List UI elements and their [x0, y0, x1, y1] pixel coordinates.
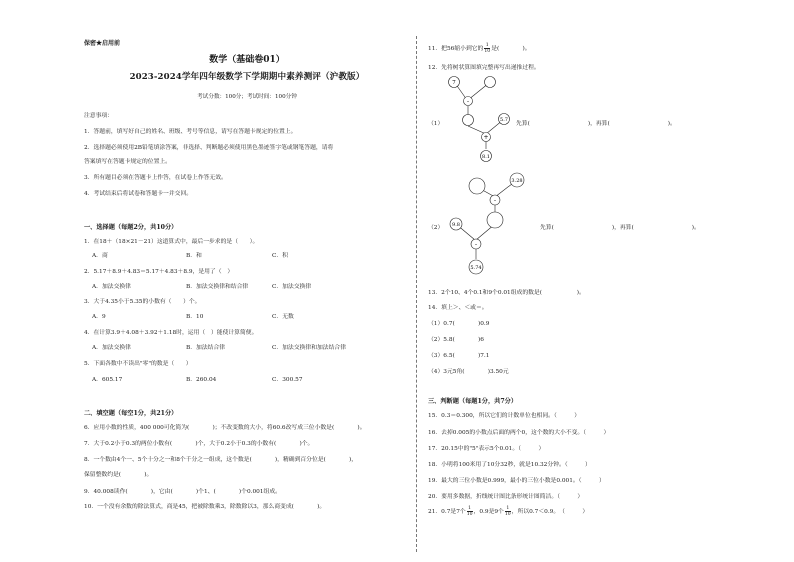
- note-item: 答案填写在答题卡规定的位置上。: [84, 159, 171, 165]
- question-5: 5．下面各数中不读出"零"的数是（ ）: [84, 361, 192, 367]
- question-21: [428, 506, 588, 517]
- tree-node-empty[interactable]: [487, 212, 503, 228]
- section-fill-heading: 二、填空题（每空1分，共21分）: [84, 410, 178, 417]
- tree-2-text: 先算( )，再算( )。: [540, 225, 700, 231]
- option-a: A．605.17: [92, 377, 123, 383]
- option-c: C．300.57: [272, 377, 303, 383]
- tree-node-value: 5.7: [500, 117, 508, 123]
- tree-1-label: （1）: [428, 121, 444, 127]
- fraction: [505, 506, 511, 517]
- fraction-denominator: 10: [504, 512, 511, 517]
- question-6: 6．应用小数的性质，400 000可化简为( )；不改变数的大小，将60.6改写成三位小数是( )。: [84, 425, 366, 431]
- option-b: B．10: [186, 314, 204, 320]
- question-7: 7．大于0.2小于0.3的两位小数有( )个，大于0.2小于0.3的小数有( )个。: [84, 441, 314, 447]
- tree-node-value: 8.1: [482, 154, 490, 160]
- question-10: 10．一个没有余数的除法算式，商是45，把被除数乘3，除数除以3，那么商变成( )。: [84, 504, 326, 510]
- question-15: 15．0.3＝0.300，所以它们的计数单位也相同。（ ）: [428, 413, 581, 419]
- tree-node-value: 7: [452, 80, 456, 86]
- question-9: 9．40.008读作( )，它由( )个1、( )个0.001组成。: [84, 489, 281, 495]
- fraction-denominator: 10: [484, 49, 491, 54]
- secret-label: 保密★启用前: [84, 40, 121, 47]
- question-12: 12．先将树状算图填完整再写出递推过程。: [428, 65, 540, 71]
- section-choice-heading: 一、选择题（每题2分，共10分）: [84, 224, 178, 231]
- exam-info: 考试分数：100分；考试时间：100分钟: [197, 94, 297, 100]
- note-item: 3．所有题目必须在答题卡上作答，在试卷上作答无效。: [84, 175, 227, 181]
- question-14: 14．填上＞、＜或＝。: [428, 305, 488, 311]
- fraction-numerator: 1: [506, 506, 510, 511]
- tree-node-value: 5.74: [470, 265, 482, 271]
- note-item: 4．考试结束后将试卷和答题卡一并交回。: [84, 191, 193, 197]
- question-21-text-end: ，所以0.7＜0.9。 （ ）: [511, 509, 589, 515]
- option-c: C．加法交换律和加法结合律: [272, 345, 346, 351]
- question-11: [428, 43, 531, 54]
- tree-1-text: 先算( )，再算( )。: [516, 121, 676, 127]
- question-8-cont: 保留整数约是( )。: [84, 472, 153, 478]
- tree-node-empty[interactable]: [463, 115, 474, 126]
- notes-heading: 注意事项：: [84, 113, 113, 119]
- option-c: C．加法交换律: [272, 284, 312, 290]
- question-14-item: （3）6.5( )7.1: [428, 353, 490, 359]
- tree-node-empty[interactable]: [469, 178, 485, 194]
- tree-operator: -: [493, 197, 497, 204]
- tree-2-label: （2）: [428, 225, 444, 231]
- question-11-text-end: 是( )。: [491, 46, 531, 52]
- tree-operator: +: [483, 134, 489, 141]
- question-2: 2．5.17＋8.9＋4.83＝5.17＋4.83＋8.9，是用了（ ）: [84, 269, 234, 275]
- option-a: A．加法交换律: [92, 284, 131, 290]
- question-1: 1．在18＋（18×21－21）这道算式中，最后一步求的是（ ）。: [84, 239, 259, 245]
- question-16: 16．去掉0.005的小数点后面的两个0，这个数的大小不变。（ ）: [428, 430, 610, 436]
- question-19: 19．最大的三位小数是0.999，最小的三位小数是0.001。（ ）: [428, 478, 605, 484]
- fraction-numerator: 1: [468, 506, 472, 511]
- tree-node-empty[interactable]: [485, 77, 496, 88]
- tree-operator: -: [466, 98, 470, 105]
- fraction-denominator: 10: [466, 512, 473, 517]
- question-21-text-mid: ，0.9是9个: [473, 509, 504, 515]
- tree-node-value: 3.28: [511, 178, 523, 184]
- question-11-text: 11．把56缩小到它的: [428, 46, 484, 52]
- column-divider: [416, 36, 417, 552]
- question-14-item: （1）0.7( )0.9: [428, 321, 490, 327]
- question-21-text: 21．0.7是7个: [428, 509, 466, 515]
- question-18: 18．小明将100米用了10分32秒，就是10.32分钟。（ ）: [428, 462, 591, 468]
- option-b: B．加法结合律: [186, 345, 226, 351]
- option-b: B．和: [186, 253, 202, 259]
- note-item: 1．答题前，填写好自己的姓名、班级、考号等信息，请写在答题卡规定的位置上。: [84, 129, 297, 135]
- question-4: 4．在计算3.9＋4.08＋3.92＋1.18时，运用（ ）能使计算简便。: [84, 330, 258, 336]
- tree-operator: -: [474, 241, 478, 248]
- question-3: 3．大于4.35小于5.35的小数有（ ）个。: [84, 299, 201, 305]
- option-a: A．加法交换律: [92, 345, 131, 351]
- option-a: A．商: [92, 253, 108, 259]
- exam-title: 数学（基础卷01）: [209, 55, 285, 65]
- tree-diagram-1: [440, 72, 520, 164]
- question-14-item: （2）5.8( )6: [428, 337, 484, 343]
- option-c: C．积: [272, 253, 289, 259]
- tree-node-value: 9.8: [452, 222, 460, 228]
- section-judge-heading: 三、判断题（每题1分，共7分）: [428, 398, 518, 405]
- question-17: 17．20.15中的"5"表示5个0.01。（ ）: [428, 446, 545, 452]
- tree-diagram-2: [444, 170, 530, 276]
- question-13: 13．2个10、4个0.1和9个0.01组成的数是( )。: [428, 290, 585, 296]
- fraction-numerator: 1: [485, 43, 489, 48]
- fraction: [467, 506, 473, 517]
- note-item: 2．选择题必须使用2B铅笔填涂答案，非选择、判断题必须使用黑色墨迹签字笔或钢笔答题，请将: [84, 145, 334, 151]
- fraction: [484, 43, 490, 54]
- question-14-item: （4）3元5角( )3.50元: [428, 369, 509, 375]
- option-b: B．260.04: [186, 377, 217, 383]
- option-c: C．无数: [272, 314, 294, 320]
- option-b: B．加法交换律和结合律: [186, 284, 249, 290]
- question-20: 20．要用多数据，折线统计图比条形统计图简洁。（ ）: [428, 494, 584, 500]
- option-a: A．9: [92, 314, 106, 320]
- question-8: 8．一个数由4个一、5个十分之一和8个千分之一组成，这个数是( )，精确到百分位是( )，: [84, 457, 358, 463]
- exam-subtitle: 2023-2024学年四年级数学下学期期中素养测评（沪教版）: [129, 72, 365, 82]
